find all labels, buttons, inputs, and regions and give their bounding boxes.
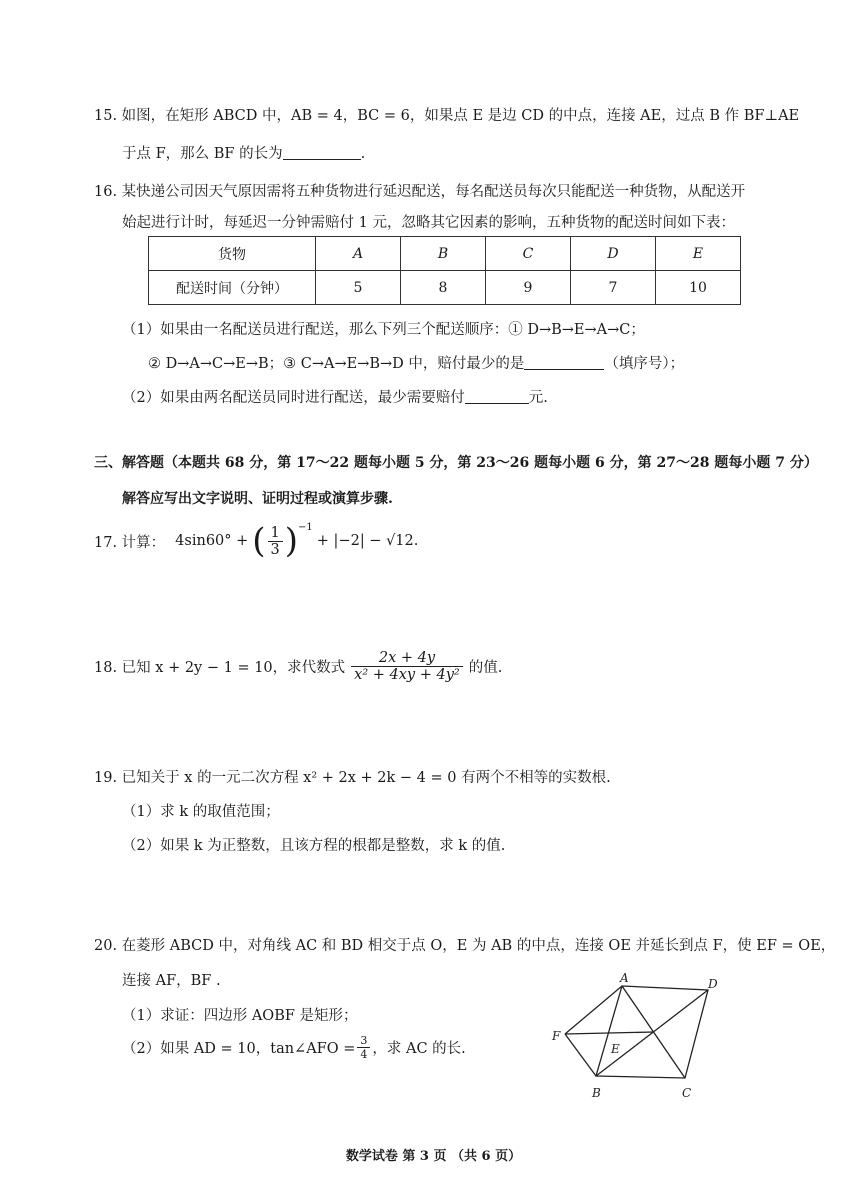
q19-line1: 19. 已知关于 x 的一元二次方程 x² + 2x + 2k − 4 = 0 有两个不相等的实数根. (94, 770, 611, 786)
q18-numerator: 2x + 4y (351, 650, 463, 667)
section3-instruction: 解答应写出文字说明、证明过程或演算步骤. (122, 491, 393, 507)
q15-line2-text: 于点 F，那么 BF 的长为 (122, 146, 283, 162)
label-f: F (552, 1029, 561, 1043)
q20-line2: 连接 AF，BF . (122, 973, 221, 989)
q16-part2-answer-blank (465, 402, 529, 404)
q16-part1-b (148, 352, 684, 373)
q15-line2 (122, 142, 365, 163)
q17-exponent: −1 (298, 522, 313, 533)
table-cell: 9 (486, 271, 571, 305)
q17-right-paren: ) (284, 521, 299, 561)
delivery-time-table (148, 236, 741, 305)
table-cell: 配送时间（分钟） (149, 271, 316, 305)
q17-denominator: 3 (270, 541, 280, 558)
q20-part2-a: （2）如果 AD = 10，tan∠AFO = (122, 1041, 356, 1057)
label-b: B (592, 1086, 601, 1100)
label-e: E (611, 1042, 620, 1056)
q18-fraction (351, 650, 463, 683)
table-cell: E (656, 237, 741, 271)
table-cell: 10 (656, 271, 741, 305)
table-cell: B (401, 237, 486, 271)
label-c: C (682, 1086, 692, 1100)
table-cell: C (486, 237, 571, 271)
table-cell: D (571, 237, 656, 271)
label-a: A (620, 971, 629, 985)
q20-part1: （1）求证：四边形 AOBF 是矩形； (122, 1008, 358, 1024)
q17-expr-b: + |−2| − √12. (316, 533, 419, 549)
segment-fb (565, 1034, 596, 1076)
rhombus-figure (540, 970, 740, 1105)
table-row (149, 271, 741, 305)
q18-denominator: x² + 4xy + 4y² (354, 667, 460, 683)
q20-numerator: 3 (357, 1034, 370, 1048)
q16-line2: 始起进行计时，每延迟一分钟需赔付 1 元，忽略其它因素的影响，五种货物的配送时间如下表： (122, 215, 735, 231)
q16-part1-b-text: ② D→A→C→E→B；③ C→A→E→B→D 中，赔付最少的是 (148, 356, 525, 372)
q17-left-paren: ( (252, 521, 266, 561)
table-cell: 货物 (149, 237, 316, 271)
table-cell: A (316, 237, 401, 271)
q18 (94, 650, 502, 683)
table-cell: 5 (316, 271, 401, 305)
q20-part2 (122, 1034, 466, 1061)
segment-fa (565, 986, 622, 1034)
q16-part2-text: （2）如果由两名配送员同时进行配送，最少需要赔付 (122, 390, 465, 406)
q18-end: 的值. (468, 660, 503, 676)
q16-part2 (122, 386, 548, 407)
q19-part2: （2）如果 k 为正整数，且该方程的根都是整数，求 k 的值. (122, 838, 506, 854)
table-row (149, 237, 741, 271)
q16-part1-answer-blank (524, 368, 604, 370)
q15-line1: 15. 如图，在矩形 ABCD 中，AB = 4，BC = 6，如果点 E 是边 CD 的中点，连接 AE，过点 B 作 BF⊥AE (94, 108, 800, 124)
section3-heading: 三、解答题（本题共 68 分，第 17～22 题每小题 5 分，第 23～26 题每小题 6 分，第 27～28 题每小题 7 分） (94, 455, 818, 471)
label-d: D (708, 977, 718, 991)
q16-part1-b-end: （填序号）； (604, 356, 685, 372)
segment-fo (565, 1032, 654, 1034)
table-cell: 8 (401, 271, 486, 305)
page-footer: 数学试卷 第 3 页 （共 6 页） (345, 1149, 522, 1164)
q16-part2-end: 元. (528, 390, 548, 406)
table-cell: 7 (571, 271, 656, 305)
q20-fraction (357, 1034, 370, 1061)
q17-numerator: 1 (268, 525, 283, 542)
q16-part1-a: （1）如果由一名配送员进行配送，那么下列三个配送顺序：① D→B→E→A→C； (122, 322, 645, 338)
q17-fraction (268, 525, 283, 558)
q19-part1: （1）求 k 的取值范围； (122, 804, 280, 820)
q20-part2-b: ，求 AC 的长. (372, 1041, 466, 1057)
q18-label: 18. 已知 x + 2y − 1 = 10，求代数式 (94, 660, 346, 676)
q20-line1: 20. 在菱形 ABCD 中，对角线 AC 和 BD 相交于点 O，E 为 AB 的中点，连接 OE 并延长到点 F，使 EF = OE， (94, 938, 836, 954)
q20-denominator: 4 (360, 1048, 368, 1061)
q17-expr-a: 4sin60° + (175, 533, 249, 549)
q15-answer-blank (283, 158, 361, 160)
q16-line1: 16. 某快递公司因天气原因需将五种货物进行延迟配送，每名配送员每次只能配送一种货物，从配送开 (94, 184, 746, 200)
q15-line2-end: . (360, 146, 366, 162)
q17 (94, 521, 419, 561)
q17-label: 17. 计算： (94, 534, 166, 551)
